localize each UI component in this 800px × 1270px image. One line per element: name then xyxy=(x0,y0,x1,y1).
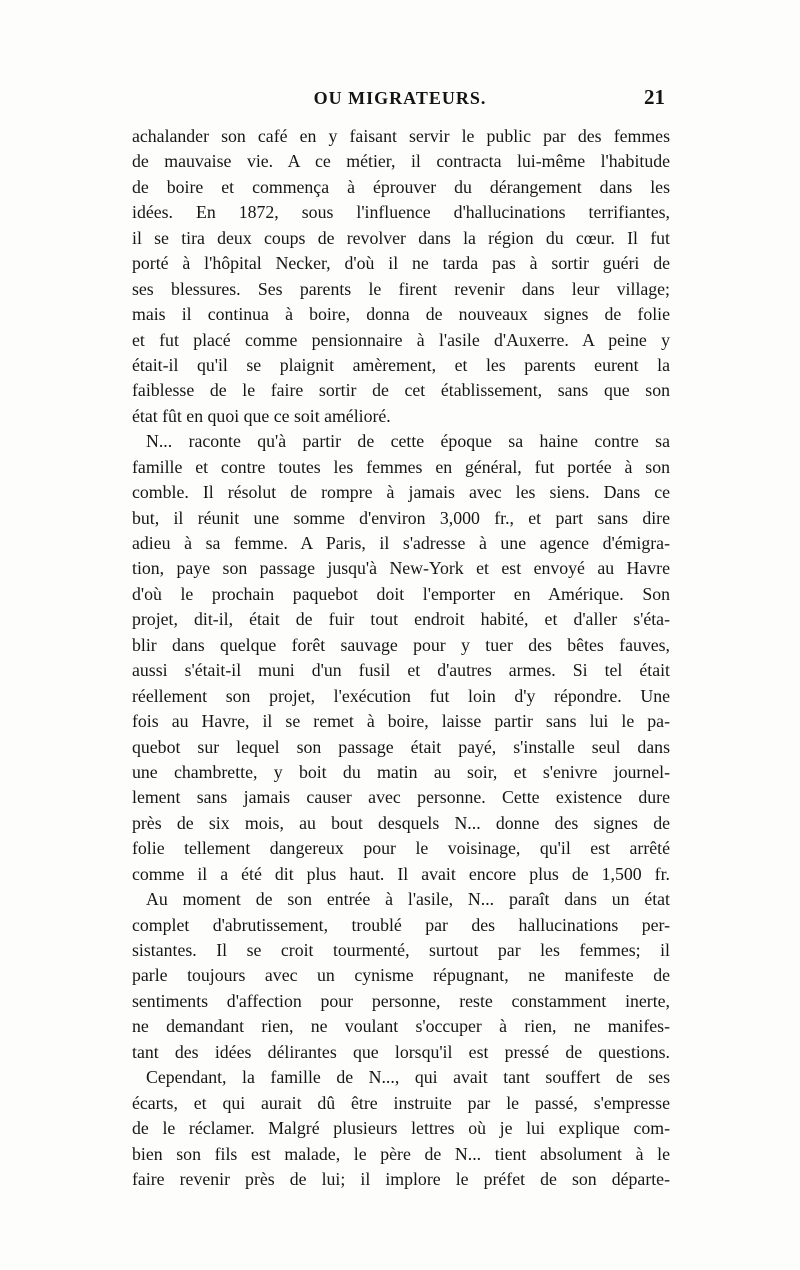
text-line: porté à l'hôpital Necker, d'où il ne tarda pas à sortir guéri de xyxy=(132,253,670,274)
text-line: folie tellement dangereux pour le voisinage, qu'il est arrêté xyxy=(132,838,670,859)
text-line: de le réclamer. Malgré plusieurs lettres où je lui explique com- xyxy=(132,1118,670,1139)
text-line: une chambrette, y boit du matin au soir, et s'enivre journel- xyxy=(132,761,670,782)
text-line: écarts, et qui aurait dû être instruite par le passé, s'empresse xyxy=(132,1092,670,1113)
text-line: Cependant, la famille de N..., qui avait tant souffert de ses xyxy=(146,1067,670,1088)
text-line: état fût en quoi que ce soit amélioré. xyxy=(132,405,391,426)
page-number: 21 xyxy=(644,85,665,109)
text-line: comble. Il résolut de rompre à jamais avec les siens. Dans ce xyxy=(132,482,670,503)
text-line: Au moment de son entrée à l'asile, N... paraît dans un état xyxy=(146,889,670,910)
text-line: idées. En 1872, sous l'influence d'hallucinations terrifiantes, xyxy=(132,202,670,223)
text-line: mais il continua à boire, donna de nouveaux signes de folie xyxy=(132,304,670,325)
text-line: sentiments d'affection pour personne, reste constamment inerte, xyxy=(132,990,670,1011)
text-line: aussi s'était-il muni d'un fusil et d'autres armes. Si tel était xyxy=(132,660,670,681)
text-line: fois au Havre, il se remet à boire, laisse partir sans lui le pa- xyxy=(132,711,670,732)
body-text xyxy=(132,124,670,1192)
text-line: sistantes. Il se croit tourmenté, surtout par les femmes; il xyxy=(132,940,670,960)
text-line: bien son fils est malade, le père de N... tient absolument à le xyxy=(132,1143,670,1164)
text-line: et fut placé comme pensionnaire à l'asile d'Auxerre. A peine y xyxy=(132,329,670,350)
text-line: d'où le prochain paquebot doit l'emporter en Amérique. Son xyxy=(132,583,670,604)
text-line: de mauvaise vie. A ce métier, il contracta lui-même l'habitude xyxy=(132,151,670,172)
running-header xyxy=(135,85,665,118)
text-line: blir dans quelque forêt sauvage pour y tuer des bêtes fauves, xyxy=(132,634,670,655)
text-line: achalander son café en y faisant servir le public par des femmes xyxy=(132,126,670,146)
text-line: était-il qu'il se plaignit amèrement, et les parents eurent la xyxy=(132,354,670,375)
running-title: OU MIGRATEURS. xyxy=(313,88,487,108)
text-line: tion, paye son passage jusqu'à New-York et est envoyé au Havre xyxy=(132,558,670,579)
text-line: tant des idées délirantes que lorsqu'il est pressé de questions. xyxy=(132,1041,670,1062)
text-line: adieu à sa femme. A Paris, il s'adresse à une agence d'émigra- xyxy=(132,533,670,553)
text-line: ses blessures. Ses parents le firent revenir dans leur village; xyxy=(132,278,670,299)
text-line: il se tira deux coups de revolver dans la région du cœur. Il fut xyxy=(132,227,670,248)
text-line: ne demandant rien, ne voulant s'occuper à rien, ne manifes- xyxy=(132,1016,670,1037)
text-line: faire revenir près de lui; il implore le préfet de son départe- xyxy=(132,1168,670,1189)
text-line: faiblesse de le faire sortir de cet établissement, sans que son xyxy=(132,380,670,401)
text-line: de boire et commença à éprouver du dérangement dans les xyxy=(132,176,670,197)
text-line: N... raconte qu'à partir de cette époque sa haine contre sa xyxy=(146,431,670,452)
text-line: lement sans jamais causer avec personne. Cette existence dure xyxy=(132,787,670,808)
text-line: parle toujours avec un cynisme répugnant, ne manifeste de xyxy=(132,965,670,986)
text-line: réellement son projet, l'exécution fut loin d'y répondre. Une xyxy=(132,685,670,706)
text-line: quebot sur lequel son passage était payé, s'installe seul dans xyxy=(132,736,670,757)
text-line: projet, dit-il, était de fuir tout endroit habité, et d'aller s'éta- xyxy=(132,609,670,630)
text-line: complet d'abrutissement, troublé par des hallucinations per- xyxy=(132,914,670,935)
text-line: comme il a été dit plus haut. Il avait encore plus de 1,500 fr. xyxy=(132,863,670,884)
text-line: famille et contre toutes les femmes en général, fut portée à son xyxy=(132,456,670,477)
text-line: près de six mois, au bout desquels N... donne des signes de xyxy=(132,812,670,833)
text-line: but, il réunit une somme d'environ 3,000 fr., et part sans dire xyxy=(132,507,670,528)
